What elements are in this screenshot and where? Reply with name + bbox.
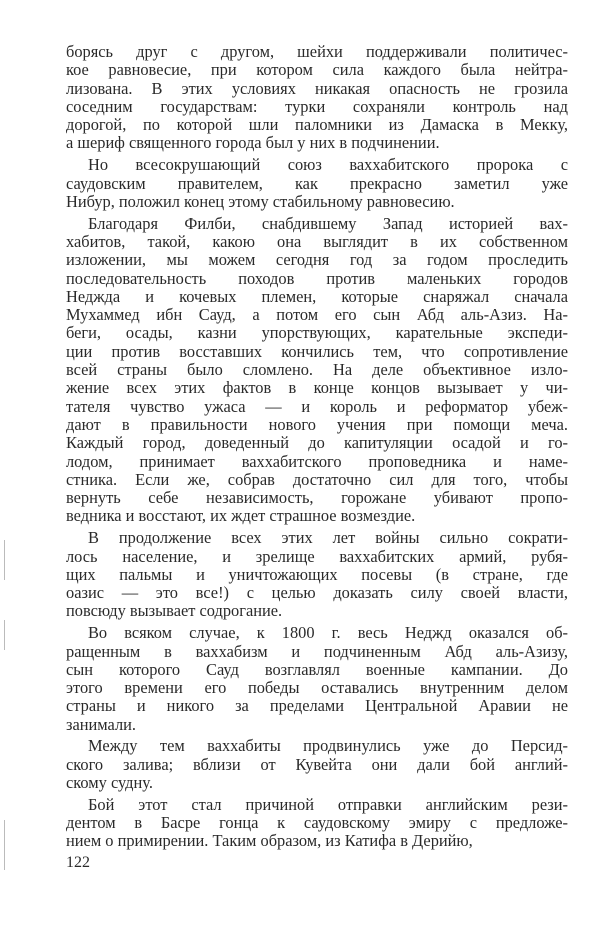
- text-line: последовательность походов против маленьких городов: [66, 269, 568, 288]
- text-line: ции против восставших кончились тем, что сопротивление: [66, 342, 568, 361]
- scan-edge-mark: [4, 620, 5, 650]
- paragraph: [66, 43, 568, 153]
- paragraph: [66, 796, 568, 851]
- text-line: саудовским правителем, как прекрасно заметил уже: [66, 174, 568, 193]
- page-number: 122: [66, 854, 90, 871]
- paragraph: [66, 156, 568, 211]
- text-line: Нибур, положил конец этому стабильному равновесию.: [66, 192, 455, 211]
- scan-edge-mark: [4, 540, 5, 580]
- text-line: сын которого Сауд возглавлял военные кампании. До: [66, 660, 568, 679]
- text-line: страны и никого за пределами Центральной Аравии не: [66, 697, 568, 716]
- text-line: нием о примирении. Таким образом, из Катифа в Дерийю,: [66, 832, 473, 851]
- text-line: лодом, принимает ваххабитского проповедника и наме-: [66, 452, 568, 471]
- text-line: Неджда и кочевых племен, которые снаряжал сначала: [66, 287, 568, 306]
- scan-edge-mark: [4, 820, 5, 870]
- text-line: Между тем ваххабиты продвинулись уже до Персид-: [88, 737, 568, 756]
- text-line: стника. Если же, собрав достаточно сил для того, чтобы: [66, 470, 568, 489]
- paragraph: [66, 215, 568, 526]
- paragraph: [66, 624, 568, 734]
- text-line: Мухаммед ибн Сауд, а потом его сын Абд аль-Азиз. На-: [66, 306, 568, 325]
- text-line: кое равновесие, при котором сила каждого была нейтра-: [66, 61, 568, 80]
- text-line: оазис — это все!) с целью доказать силу своей власти,: [66, 584, 568, 603]
- paragraph: [66, 529, 568, 620]
- text-line: дают в правильности нового учения при помощи меча.: [66, 415, 568, 434]
- text-line: соседним государствам: турки сохраняли контроль над: [66, 97, 568, 116]
- text-line: а шериф священного города был у них в подчинении.: [66, 134, 440, 153]
- text-line: жение всех этих фактов в конце концов вызывает у чи-: [66, 379, 568, 398]
- book-page-text: [66, 43, 568, 854]
- text-line: дентом в Басре гонца к саудовскому эмиру с предложе-: [66, 814, 568, 833]
- text-line: этого времени его победы оставались внутренним делом: [66, 679, 568, 698]
- text-line: скому судну.: [66, 774, 153, 793]
- paragraph: [66, 737, 568, 792]
- text-line: тателя чувство ужаса — и король и реформатор убеж-: [66, 397, 568, 416]
- text-line: изложении, мы можем сегодня год за годом проследить: [66, 251, 568, 270]
- text-line: Во всяком случае, к 1800 г. весь Неджд оказался об-: [88, 624, 568, 643]
- text-line: дорогой, по которой шли паломники из Дамаска в Мекку,: [66, 116, 568, 135]
- text-line: всей страны было сломлено. На деле объективное изло-: [66, 361, 568, 380]
- text-line: лось население, и зрелище ваххабитских армий, рубя-: [66, 547, 568, 566]
- text-line: хабитов, такой, какою она выглядит в их собственном: [66, 232, 568, 251]
- text-line: вернуть себе независимость, горожане убивают пропо-: [66, 489, 568, 508]
- text-line: повсюду вызывает содрогание.: [66, 602, 283, 621]
- text-line: Благодаря Филби, снабдившему Запад историей вах-: [88, 214, 568, 233]
- text-line: щих пальмы и уничтожающих посевы (в стране, где: [66, 565, 568, 584]
- text-line: Каждый город, доведенный до капитуляции осадой и го-: [66, 434, 568, 453]
- text-line: беги, осады, казни упорствующих, карательные экспеди-: [66, 324, 568, 343]
- text-line: ведника и восстают, их ждет страшное возмездие.: [66, 507, 416, 526]
- text-line: ращенным в ваххабизм и подчиненным Абд аль-Азизу,: [66, 642, 568, 661]
- text-line: Бой этот стал причиной отправки английским рези-: [88, 795, 568, 814]
- text-line: борясь друг с другом, шейхи поддерживали политичес-: [66, 43, 568, 61]
- text-line: Но всесокрушающий союз ваххабитского пророка с: [88, 156, 568, 175]
- text-line: лизована. В этих условиях никакая опасность не грозила: [66, 79, 568, 98]
- text-line: ского залива; вблизи от Кувейта они дали бой англий-: [66, 755, 568, 774]
- text-line: занимали.: [66, 715, 137, 734]
- text-line: В продолжение всех этих лет войны сильно сократи-: [88, 529, 568, 548]
